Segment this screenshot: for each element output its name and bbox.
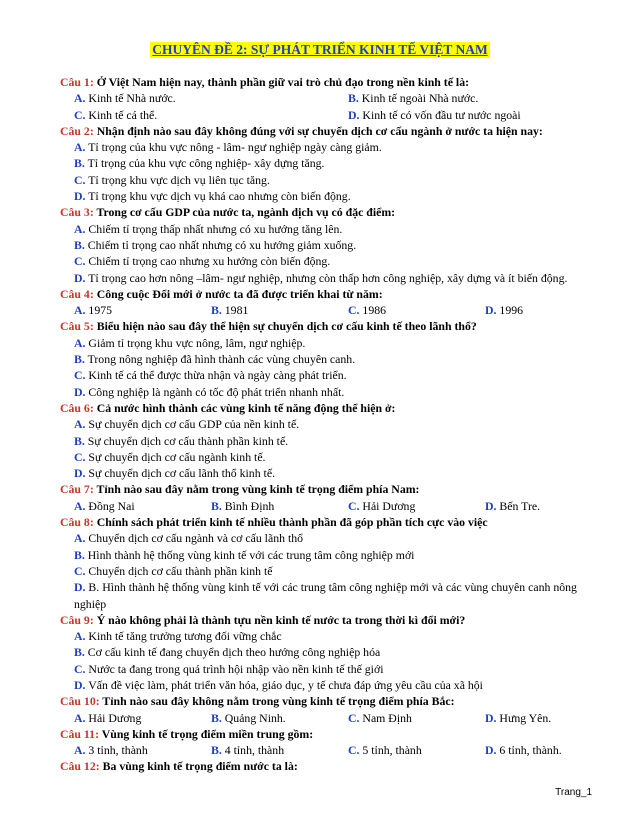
option-text: Chuyển dịch cơ cấu ngành và cơ cấu lãnh thổ <box>88 531 304 546</box>
option-text: Sự chuyển dịch cơ cấu thành phần kinh tế. <box>87 433 289 448</box>
answer-option[interactable] <box>60 579 582 612</box>
option-label: C. <box>74 661 86 676</box>
option-label: B. <box>211 303 222 318</box>
question-block <box>60 204 582 285</box>
option-label: C. <box>348 498 360 513</box>
question-stem <box>60 400 582 416</box>
question-stem <box>60 318 582 334</box>
answer-option[interactable] <box>60 416 582 432</box>
answer-option[interactable] <box>60 677 582 693</box>
option-label: C. <box>74 449 86 464</box>
option-label: C. <box>348 303 360 318</box>
option-text: Kinh tế Nhà nước. <box>88 91 176 106</box>
option-label: D. <box>485 743 497 758</box>
question-number: Câu 6: <box>60 400 94 415</box>
option-text: Sự chuyển dịch cơ cấu ngành kinh tế. <box>88 449 266 464</box>
question-text: Chính sách phát triển kinh tế nhiều thành phần đã góp phần tích cực vào việc <box>96 515 488 530</box>
document-title: CHUYÊN ĐỀ 2: SỰ PHÁT TRIỂN KINH TẾ VIỆT NAM <box>152 42 488 57</box>
question-text: Ý nào không phải là thành tựu nền kinh tế nước ta trong thời kì đổi mới? <box>96 612 466 627</box>
option-label: A. <box>74 335 86 350</box>
question-stem <box>60 481 582 497</box>
question-stem <box>60 726 582 742</box>
option-label: D. <box>74 580 86 595</box>
option-label: A. <box>74 417 86 432</box>
option-label: D. <box>485 303 497 318</box>
option-label: A. <box>74 303 86 318</box>
question-number: Câu 8: <box>60 515 94 530</box>
answer-option[interactable] <box>485 710 551 726</box>
question-number: Câu 2: <box>60 123 94 138</box>
answer-option[interactable] <box>60 384 582 400</box>
option-label: A. <box>74 221 86 236</box>
option-label: B. <box>211 710 222 725</box>
option-text: Quảng Ninh. <box>224 710 286 725</box>
option-label: B. <box>74 433 85 448</box>
question-block <box>60 123 582 204</box>
answer-option[interactable] <box>60 433 582 449</box>
option-label: D. <box>485 710 497 725</box>
answer-option[interactable] <box>60 253 582 269</box>
question-block <box>60 286 582 319</box>
question-stem <box>60 693 582 709</box>
option-text: 1981 <box>224 303 249 318</box>
option-text: Kinh tế cá thể. <box>88 107 158 122</box>
option-label: A. <box>74 498 86 513</box>
question-stem <box>60 758 582 774</box>
option-text: Vấn đề việc làm, phát triển văn hóa, giáo dục, y tế chưa đáp ứng yêu cầu của xã hội <box>88 677 483 692</box>
option-text: Kinh tế tăng trưởng tương đối vững chắc <box>88 629 282 644</box>
page-number: Trang_1 <box>555 787 592 798</box>
option-text: 4 tỉnh, thành <box>224 743 285 758</box>
answer-option[interactable] <box>485 302 523 318</box>
answer-option[interactable] <box>485 498 540 514</box>
answer-option[interactable] <box>74 107 348 123</box>
question-block <box>60 481 582 514</box>
option-text: Sự chuyển dịch cơ cấu GDP của nền kinh tế. <box>88 417 300 432</box>
option-text: Hình thành hệ thống vùng kinh tế với các trung tâm công nghiệp mới <box>87 547 415 562</box>
question-number: Câu 9: <box>60 612 94 627</box>
answer-option[interactable] <box>60 237 582 253</box>
option-label: C. <box>348 743 360 758</box>
option-text: 1975 <box>88 303 113 318</box>
question-number: Câu 1: <box>60 75 94 89</box>
option-row <box>60 90 582 106</box>
answer-option[interactable] <box>60 661 582 677</box>
question-number: Câu 12: <box>60 759 100 774</box>
option-text: Tỉ trọng khu vực dịch vụ khá cao nhưng còn biến động. <box>88 189 351 204</box>
question-block <box>60 514 582 612</box>
option-label: C. <box>74 563 86 578</box>
option-label: C. <box>74 172 86 187</box>
question-number: Câu 7: <box>60 482 94 497</box>
question-block <box>60 400 582 481</box>
answer-option[interactable] <box>348 302 485 318</box>
answer-option[interactable] <box>60 449 582 465</box>
answer-option[interactable] <box>60 547 582 563</box>
option-text: Bến Tre. <box>499 498 541 513</box>
option-label: D. <box>74 270 86 285</box>
question-text: Cả nước hình thành các vùng kinh tế năng động thể hiện ở: <box>96 400 396 415</box>
question-text: Ở Việt Nam hiện nay, thành phần giữ vai trò chủ đạo trong nền kinh tế là: <box>96 75 470 89</box>
question-text: Tỉnh nào sau đây không nằm trong vùng kinh tế trọng điểm phía Bắc: <box>102 694 455 709</box>
question-stem <box>60 612 582 628</box>
question-number: Câu 5: <box>60 319 94 334</box>
answer-option[interactable] <box>60 188 582 204</box>
question-block <box>60 74 582 123</box>
question-text: Trong cơ cấu GDP của nước ta, ngành dịch vụ có đặc điểm: <box>96 205 396 220</box>
option-text: Cơ cấu kinh tế đang chuyển dịch theo hướng công nghiệp hóa <box>87 645 381 660</box>
title-container <box>0 41 640 59</box>
option-text: Trong nông nghiệp đã hình thành các vùng chuyên canh. <box>87 352 356 367</box>
option-label: D. <box>74 677 86 692</box>
option-text: B. Hình thành hệ thống vùng kinh tế với các trung tâm công nghiệp mới và các vùng chuyên canh nông nghiệp <box>74 580 577 611</box>
option-text: Hưng Yên. <box>499 710 552 725</box>
answer-option[interactable] <box>211 498 348 514</box>
question-stem <box>60 74 582 90</box>
option-text: 5 tỉnh, thành <box>362 743 422 758</box>
answer-option[interactable] <box>60 172 582 188</box>
question-block <box>60 758 582 774</box>
answer-option[interactable] <box>60 221 582 237</box>
answer-option[interactable] <box>60 628 582 644</box>
option-text: Bình Định <box>224 498 275 513</box>
option-label: B. <box>74 547 85 562</box>
option-row <box>60 302 582 318</box>
answer-option[interactable] <box>211 710 348 726</box>
option-label: A. <box>74 140 86 155</box>
answer-option[interactable] <box>74 710 211 726</box>
answer-option[interactable] <box>60 335 582 351</box>
option-label: D. <box>74 189 86 204</box>
answer-option[interactable] <box>60 351 582 367</box>
question-text: Nhận định nào sau đây không đúng với sự chuyển dịch cơ cấu ngành ở nước ta hiện nay: <box>96 123 543 138</box>
option-text: Đồng Nai <box>88 498 135 513</box>
option-label: D. <box>485 498 497 513</box>
option-label: B. <box>74 352 85 367</box>
option-text: 6 tỉnh, thành. <box>499 743 562 758</box>
option-row <box>60 107 582 123</box>
answer-option[interactable] <box>348 107 521 123</box>
option-label: D. <box>348 107 360 122</box>
answer-option[interactable] <box>348 498 485 514</box>
answer-option[interactable] <box>348 742 485 758</box>
question-number: Câu 11: <box>60 726 100 741</box>
answer-option[interactable] <box>74 498 211 514</box>
option-text: 1986 <box>362 303 387 318</box>
option-label: C. <box>74 368 86 383</box>
option-label: C. <box>74 107 86 122</box>
option-text: Nước ta đang trong quá trình hội nhập vào nền kinh tế thế giới <box>88 661 384 676</box>
question-block <box>60 726 582 759</box>
answer-option[interactable] <box>60 367 582 383</box>
question-block <box>60 318 582 399</box>
question-stem <box>60 286 582 302</box>
option-text: 3 tỉnh, thành <box>88 743 148 758</box>
option-text: Kinh tế ngoài Nhà nước. <box>361 91 479 106</box>
option-text: Công nghiệp là ngành có tốc độ phát triển nhanh nhất. <box>88 384 345 399</box>
question-text: Vùng kinh tế trọng điểm miền trung gồm: <box>101 726 314 741</box>
question-block <box>60 693 582 726</box>
option-label: B. <box>74 237 85 252</box>
question-stem <box>60 204 582 220</box>
question-text: Ba vùng kinh tế trọng điểm nước ta là: <box>102 759 298 774</box>
option-row <box>60 710 582 726</box>
answer-option[interactable] <box>485 742 562 758</box>
answer-option[interactable] <box>60 155 582 171</box>
option-text: Hải Dương <box>362 498 416 513</box>
option-label: B. <box>211 743 222 758</box>
answer-option[interactable] <box>60 563 582 579</box>
answer-option[interactable] <box>60 270 582 286</box>
question-text: Biểu hiện nào sau đây thể hiện sự chuyển dịch cơ cấu kinh tế theo lãnh thổ? <box>96 319 477 334</box>
option-text: Chiếm tỉ trọng thấp nhất nhưng có xu hướng tăng lên. <box>88 221 343 236</box>
option-label: C. <box>348 710 360 725</box>
option-text: Tỉ trọng của khu vực công nghiệp- xây dựng tăng. <box>87 156 325 171</box>
option-label: B. <box>211 498 222 513</box>
option-label: A. <box>74 629 86 644</box>
option-text: Kinh tế cá thể được thừa nhận và ngày càng phát triển. <box>88 368 347 383</box>
question-block <box>60 612 582 693</box>
option-text: Hải Dương <box>88 710 142 725</box>
option-label: D. <box>74 384 86 399</box>
option-text: Chiếm tỉ trọng cao nhưng xu hướng còn biến động. <box>88 254 331 269</box>
option-label: B. <box>74 156 85 171</box>
option-text: Tỉ trọng của khu vực nông - lâm- ngư nghiệp ngày càng giảm. <box>88 140 382 155</box>
option-text: Nam Định <box>362 710 412 725</box>
answer-option[interactable] <box>348 90 478 106</box>
question-number: Câu 4: <box>60 286 94 301</box>
option-label: A. <box>74 531 86 546</box>
answer-option[interactable] <box>60 465 582 481</box>
question-list <box>60 74 582 775</box>
question-number: Câu 3: <box>60 205 94 220</box>
question-text: Tỉnh nào sau đây nằm trong vùng kinh tế trọng điểm phía Nam: <box>96 482 420 497</box>
question-number: Câu 10: <box>60 694 100 709</box>
option-text: Chiếm tỉ trọng cao nhất nhưng có xu hướng giảm xuống. <box>87 237 357 252</box>
option-label: C. <box>74 254 86 269</box>
option-text: Kinh tế có vốn đầu tư nước ngoài <box>362 107 521 122</box>
question-stem <box>60 514 582 530</box>
option-row <box>60 742 582 758</box>
question-stem <box>60 123 582 139</box>
answer-option[interactable] <box>74 90 348 106</box>
answer-option[interactable] <box>74 742 211 758</box>
option-text: Sự chuyển dịch cơ cấu lãnh thổ kinh tế. <box>88 466 276 481</box>
answer-option[interactable] <box>74 302 211 318</box>
option-text: Tỉ trọng khu vực dịch vụ liên tục tăng. <box>88 172 270 187</box>
option-label: B. <box>74 645 85 660</box>
option-label: B. <box>348 91 359 106</box>
question-text: Công cuộc Đổi mới ở nước ta đã được triển khai từ năm: <box>96 286 383 301</box>
option-text: 1996 <box>499 303 524 318</box>
answer-option[interactable] <box>211 742 348 758</box>
answer-option[interactable] <box>60 644 582 660</box>
answer-option[interactable] <box>348 710 485 726</box>
option-label: D. <box>74 466 86 481</box>
option-text: Tỉ trọng cao hơn nông –lâm- ngư nghiệp, nhưng còn thấp hơn công nghiệp, xây dựng và ít biến động. <box>88 270 568 285</box>
option-label: A. <box>74 743 86 758</box>
answer-option[interactable] <box>60 139 582 155</box>
answer-option[interactable] <box>60 530 582 546</box>
option-text: Chuyển dịch cơ cấu thành phần kinh tế <box>88 563 273 578</box>
option-label: A. <box>74 91 86 106</box>
option-row <box>60 498 582 514</box>
option-text: Giảm tỉ trọng khu vực nông, lâm, ngư nghiệp. <box>88 335 306 350</box>
option-label: A. <box>74 710 86 725</box>
answer-option[interactable] <box>211 302 348 318</box>
